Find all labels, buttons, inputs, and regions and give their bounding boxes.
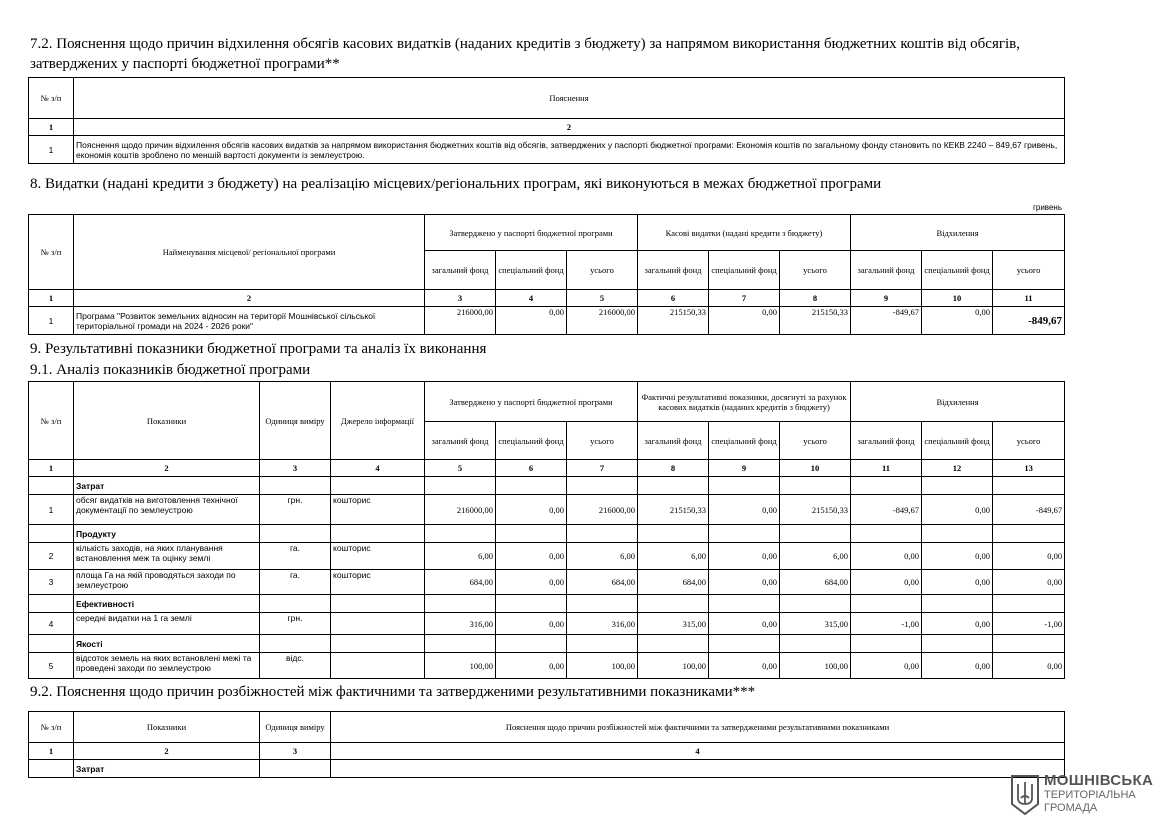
header-approved: Затверджено у паспорті бюджетної програми	[425, 382, 638, 422]
empty-cell	[496, 635, 567, 653]
value-cell: 0,00	[496, 613, 567, 635]
col-number: 10	[922, 290, 993, 307]
program-name: Програма "Розвиток земельних відносин на території Мошнівської сільської територіальної громади на 2024 - 2026 роки"	[74, 307, 425, 335]
value-cell: 0,00	[851, 653, 922, 679]
value-cell: 0,00	[922, 495, 993, 525]
value-cell: 100,00	[780, 653, 851, 679]
value-cell: 6,00	[780, 543, 851, 570]
empty-cell	[922, 595, 993, 613]
col-number: 4	[331, 460, 425, 477]
group-label-efficiency: Ефективності	[74, 595, 260, 613]
group-label-quality: Якості	[74, 635, 260, 653]
empty-cell	[496, 595, 567, 613]
currency-unit: гривень	[1032, 203, 1062, 212]
indicator-source	[331, 613, 425, 635]
logo-line-3: ГРОМАДА	[1044, 802, 1098, 814]
section-9-2-title: 9.2. Пояснення щодо причин розбіжностей між фактичними та затвердженими результативними показниками***	[30, 684, 756, 700]
empty-cell	[709, 635, 780, 653]
empty-cell	[425, 477, 496, 495]
indicator-unit: грн.	[260, 613, 331, 635]
header-special-fund: спеціальний фонд	[922, 251, 993, 290]
table-row	[29, 495, 1065, 525]
indicator-name: площа Га на якій проводяться заходи по землеустрою	[74, 570, 260, 595]
header-cash-expenses: Касові видатки (надані кредити з бюджету)	[638, 215, 851, 251]
value-cell: -1,00	[851, 613, 922, 635]
col-number: 11	[851, 460, 922, 477]
indicator-name: середні видатки на 1 га землі	[74, 613, 260, 635]
indicator-source: кошторис	[331, 495, 425, 525]
indicator-source: кошторис	[331, 570, 425, 595]
empty-cell	[331, 525, 425, 543]
section-9-1-title: 9.1. Аналіз показників бюджетної програми	[30, 362, 311, 378]
table-9-2	[28, 711, 1065, 778]
value-cell: 0,00	[922, 543, 993, 570]
value-cell: 0,00	[709, 543, 780, 570]
empty-cell	[29, 595, 74, 613]
row-number: 4	[29, 613, 74, 635]
col-number: 9	[851, 290, 922, 307]
empty-cell	[567, 477, 638, 495]
header-unit: Одиниця виміру	[260, 382, 331, 460]
empty-cell	[425, 525, 496, 543]
header-general-fund: загальний фонд	[425, 422, 496, 460]
empty-cell	[29, 477, 74, 495]
empty-cell	[567, 595, 638, 613]
explanation-text: Пояснення щодо причин відхилення обсягів касових видатків за напрямом використання бюджетних коштів від обсягів, затверджених у паспорті бюджетної програми: Економія коштів по загальному фонду становить по КЕКВ 2240 – 849,67 гривень, економія коштів зроблено по меншій вартості документи із землеустрою.	[74, 136, 1065, 164]
col-number: 9	[709, 460, 780, 477]
header-num: № з/п	[29, 382, 74, 460]
value-cell: 0,00	[496, 653, 567, 679]
empty-cell	[851, 525, 922, 543]
empty-cell	[780, 635, 851, 653]
col-number: 1	[29, 743, 74, 760]
value-cell: 100,00	[567, 653, 638, 679]
group-label-costs: Затрат	[74, 760, 260, 778]
header-special-fund: спеціальний фонд	[709, 251, 780, 290]
row-number: 5	[29, 653, 74, 679]
header-special-fund: спеціальний фонд	[496, 422, 567, 460]
col-number: 1	[29, 119, 74, 136]
col-number: 3	[425, 290, 496, 307]
value-cell: 0,00	[496, 307, 567, 335]
empty-cell	[851, 595, 922, 613]
value-cell: 0,00	[709, 570, 780, 595]
value-cell: 0,00	[993, 543, 1065, 570]
empty-cell	[922, 525, 993, 543]
table-7-2	[28, 77, 1065, 164]
header-explanation: Пояснення	[74, 78, 1065, 119]
empty-cell	[331, 595, 425, 613]
empty-cell	[331, 635, 425, 653]
value-cell: 100,00	[638, 653, 709, 679]
value-cell: 0,00	[496, 495, 567, 525]
indicator-unit: грн.	[260, 495, 331, 525]
table-row	[29, 653, 1065, 679]
value-cell: 316,00	[425, 613, 496, 635]
empty-cell	[260, 760, 331, 778]
indicator-name: обсяг видатків на виготовлення технічної документації по землеустрою	[74, 495, 260, 525]
col-number: 6	[496, 460, 567, 477]
indicator-name: відсоток земель на яких встановлені межі та проведені заходи по землеустрою	[74, 653, 260, 679]
col-number: 7	[709, 290, 780, 307]
trident-emblem-icon	[1010, 774, 1040, 816]
value-cell: -1,00	[993, 613, 1065, 635]
empty-cell	[638, 595, 709, 613]
value-cell: 684,00	[780, 570, 851, 595]
header-approved: Затверджено у паспорті бюджетної програми	[425, 215, 638, 251]
empty-cell	[780, 595, 851, 613]
col-number: 8	[780, 290, 851, 307]
empty-cell	[260, 635, 331, 653]
col-number: 2	[74, 743, 260, 760]
empty-cell	[780, 525, 851, 543]
group-label-product: Продукту	[74, 525, 260, 543]
logo-line-2: ТЕРИТОРІАЛЬНА	[1044, 789, 1136, 801]
header-total: усього	[993, 422, 1065, 460]
header-indicators: Показники	[74, 382, 260, 460]
empty-cell	[780, 477, 851, 495]
indicator-source: кошторис	[331, 543, 425, 570]
col-number: 7	[567, 460, 638, 477]
empty-cell	[922, 635, 993, 653]
value-cell: 216000,00	[425, 495, 496, 525]
header-total: усього	[780, 422, 851, 460]
table-9-1	[28, 381, 1065, 679]
header-total: усього	[567, 251, 638, 290]
empty-cell	[709, 477, 780, 495]
table-8	[28, 214, 1065, 335]
header-num: № з/п	[29, 215, 74, 290]
col-number: 5	[567, 290, 638, 307]
empty-cell	[638, 635, 709, 653]
indicator-unit: га.	[260, 570, 331, 595]
empty-cell	[851, 635, 922, 653]
empty-cell	[851, 477, 922, 495]
community-logo	[1010, 772, 1160, 818]
group-label-costs: Затрат	[74, 477, 260, 495]
value-cell-total-deviation: -849,67	[993, 307, 1065, 335]
header-discrepancy-explanation: Пояснення щодо причин розбіжностей між фактичними та затвердженими результативними показниками	[331, 712, 1065, 743]
value-cell: 315,00	[638, 613, 709, 635]
col-number: 3	[260, 460, 331, 477]
value-cell: 216000,00	[425, 307, 496, 335]
empty-cell	[260, 595, 331, 613]
header-deviation: Відхилення	[851, 215, 1065, 251]
value-cell: 0,00	[851, 543, 922, 570]
row-number: 3	[29, 570, 74, 595]
section-7-2-title: 7.2. Пояснення щодо причин відхилення обсягів касових видатків (наданих кредитів з бюджету) за напрямом використання бюджетних коштів від обсягів, затверджених у паспорті бюджетної програми**	[30, 36, 1020, 72]
header-general-fund: загальний фонд	[425, 251, 496, 290]
value-cell: 0,00	[993, 570, 1065, 595]
empty-cell	[425, 595, 496, 613]
header-special-fund: спеціальний фонд	[496, 251, 567, 290]
empty-cell	[425, 635, 496, 653]
section-8-title: 8. Видатки (надані кредити з бюджету) на реалізацію місцевих/регіональних програм, які виконуються в межах бюджетної програми	[30, 176, 882, 192]
col-number: 12	[922, 460, 993, 477]
indicator-unit: відс.	[260, 653, 331, 679]
empty-cell	[260, 477, 331, 495]
col-number: 3	[260, 743, 331, 760]
header-source: Джерело інформації	[331, 382, 425, 460]
col-number: 2	[74, 290, 425, 307]
table-row	[29, 570, 1065, 595]
col-number: 1	[29, 290, 74, 307]
empty-cell	[993, 525, 1065, 543]
col-number: 1	[29, 460, 74, 477]
section-9-title: 9. Результативні показники бюджетної програми та аналіз їх виконання	[30, 341, 487, 357]
value-cell: 100,00	[425, 653, 496, 679]
table-row	[29, 613, 1065, 635]
col-number: 4	[496, 290, 567, 307]
empty-cell	[496, 525, 567, 543]
empty-cell	[331, 477, 425, 495]
value-cell: 684,00	[638, 570, 709, 595]
value-cell: 0,00	[496, 570, 567, 595]
header-num: № з/п	[29, 712, 74, 743]
header-program-name: Найменування місцевої/ регіональної програми	[74, 215, 425, 290]
col-number: 13	[993, 460, 1065, 477]
header-indicators: Показники	[74, 712, 260, 743]
value-cell: 215150,33	[780, 307, 851, 335]
empty-cell	[331, 760, 1065, 778]
row-number: 1	[29, 495, 74, 525]
col-number: 4	[331, 743, 1065, 760]
header-num: № з/п	[29, 78, 74, 119]
table-row	[29, 543, 1065, 570]
value-cell: 0,00	[709, 653, 780, 679]
indicator-source	[331, 653, 425, 679]
header-total: усього	[993, 251, 1065, 290]
empty-cell	[638, 525, 709, 543]
value-cell: 0,00	[993, 653, 1065, 679]
empty-cell	[709, 525, 780, 543]
col-number: 8	[638, 460, 709, 477]
empty-cell	[29, 635, 74, 653]
value-cell: 0,00	[709, 495, 780, 525]
value-cell: 684,00	[425, 570, 496, 595]
value-cell: 6,00	[567, 543, 638, 570]
value-cell: -849,67	[993, 495, 1065, 525]
value-cell: -849,67	[851, 495, 922, 525]
value-cell: 0,00	[922, 570, 993, 595]
value-cell: 216000,00	[567, 307, 638, 335]
value-cell: 0,00	[851, 570, 922, 595]
logo-line-1: МОШНІВСЬКА	[1044, 772, 1154, 789]
header-special-fund: спеціальний фонд	[922, 422, 993, 460]
header-special-fund: спеціальний фонд	[709, 422, 780, 460]
row-number: 2	[29, 543, 74, 570]
empty-cell	[993, 595, 1065, 613]
value-cell: 215150,33	[780, 495, 851, 525]
empty-cell	[496, 477, 567, 495]
value-cell: 316,00	[567, 613, 638, 635]
empty-cell	[993, 635, 1065, 653]
empty-cell	[709, 595, 780, 613]
value-cell: -849,67	[851, 307, 922, 335]
empty-cell	[567, 635, 638, 653]
header-general-fund: загальний фонд	[638, 251, 709, 290]
col-number: 6	[638, 290, 709, 307]
value-cell: 215150,33	[638, 495, 709, 525]
indicator-name: кількість заходів, на яких планування встановлення меж та оцінку землі	[74, 543, 260, 570]
value-cell: 0,00	[922, 653, 993, 679]
empty-cell	[29, 760, 74, 778]
value-cell: 0,00	[922, 307, 993, 335]
empty-cell	[993, 477, 1065, 495]
value-cell: 0,00	[496, 543, 567, 570]
empty-cell	[260, 525, 331, 543]
header-general-fund: загальний фонд	[851, 422, 922, 460]
indicator-unit: га.	[260, 543, 331, 570]
empty-cell	[638, 477, 709, 495]
value-cell: 6,00	[638, 543, 709, 570]
header-total: усього	[567, 422, 638, 460]
value-cell: 215150,33	[638, 307, 709, 335]
col-number: 2	[74, 119, 1065, 136]
row-number: 1	[29, 307, 74, 335]
value-cell: 216000,00	[567, 495, 638, 525]
header-deviation: Відхилення	[851, 382, 1065, 422]
header-actual: Фактичні результативні показники, досягнуті за рахунок касових видатків (наданих кредитів з бюджету)	[638, 382, 851, 422]
empty-cell	[922, 477, 993, 495]
header-total: усього	[780, 251, 851, 290]
empty-cell	[567, 525, 638, 543]
col-number: 10	[780, 460, 851, 477]
col-number: 11	[993, 290, 1065, 307]
value-cell: 6,00	[425, 543, 496, 570]
header-unit: Одиниця виміру	[260, 712, 331, 743]
value-cell: 0,00	[709, 613, 780, 635]
header-general-fund: загальний фонд	[851, 251, 922, 290]
value-cell: 684,00	[567, 570, 638, 595]
col-number: 5	[425, 460, 496, 477]
value-cell: 315,00	[780, 613, 851, 635]
empty-cell	[29, 525, 74, 543]
value-cell: 0,00	[709, 307, 780, 335]
header-general-fund: загальний фонд	[638, 422, 709, 460]
row-number: 1	[29, 136, 74, 164]
col-number: 2	[74, 460, 260, 477]
value-cell: 0,00	[922, 613, 993, 635]
